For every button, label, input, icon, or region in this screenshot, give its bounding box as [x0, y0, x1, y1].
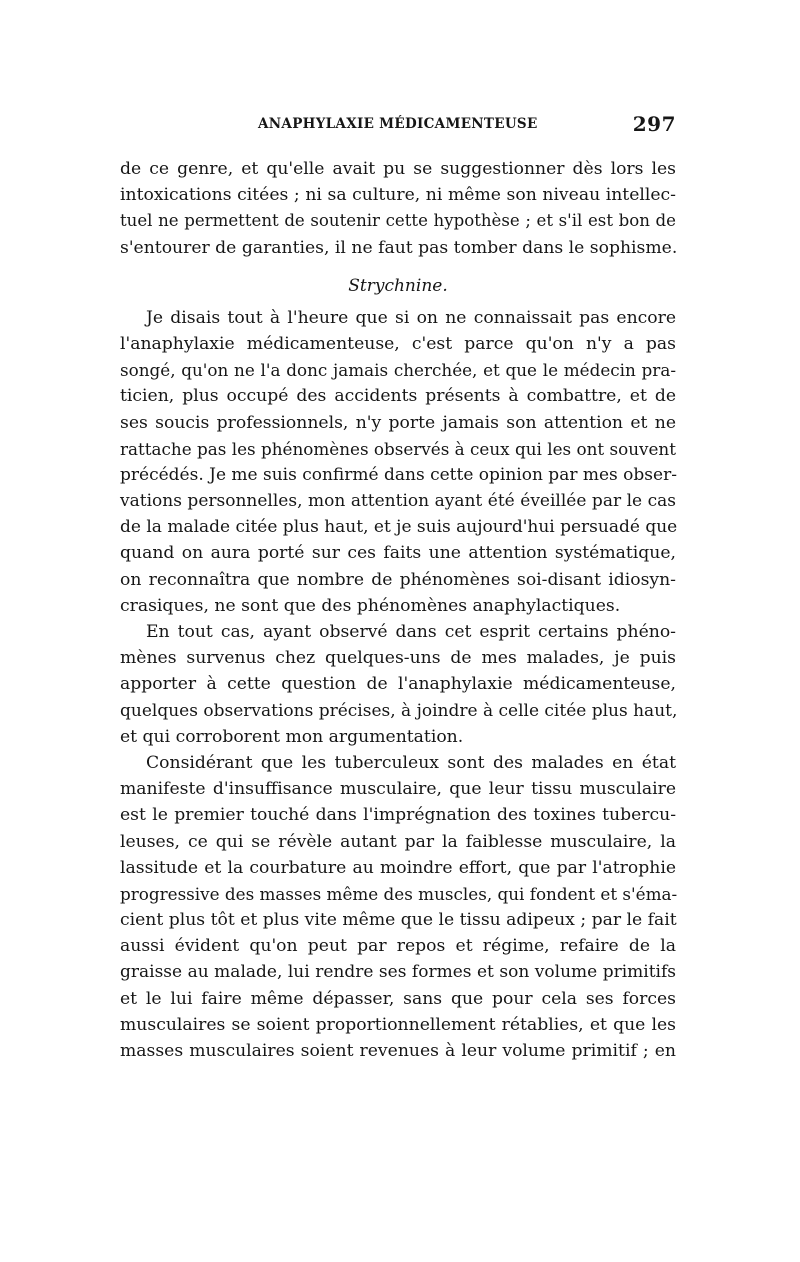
- text-line: manifeste d'insuffisance musculaire, que leur tissu musculaire: [120, 779, 676, 800]
- text-line: Je disais tout à l'heure que si on ne connaissait pas encore: [146, 307, 676, 328]
- text-line: vations personnelles, mon attention ayant été éveillée par le cas: [120, 491, 676, 512]
- text-line: masses musculaires soient revenues à leur volume primitif ; en: [120, 1041, 676, 1061]
- text-line: précédés. Je me suis confirmé dans cette opinion par mes obser-: [120, 464, 677, 485]
- text-line: ses soucis professionnels, n'y porte jamais son attention et ne: [120, 412, 676, 433]
- text-line: on reconnaîtra que nombre de phénomènes soi-disant idiosyn-: [120, 569, 676, 590]
- page-number: 297: [632, 112, 676, 136]
- text-line: rattache pas les phénomènes observés à ceux qui les ont souvent: [120, 438, 676, 459]
- text-line: Considérant que les tuberculeux sont des malades en état: [146, 752, 676, 773]
- text-line: mènes survenus chez quelques-uns de mes malades, je puis: [120, 648, 676, 669]
- text-line: apporter à cette question de l'anaphylaxie médicamenteuse,: [120, 674, 676, 695]
- text-line: musculaires se soient proportionnellement rétablies, et que les: [120, 1014, 676, 1035]
- text-line: crasiques, ne sont que des phénomènes anaphylactiques.: [120, 595, 621, 616]
- running-header: [120, 114, 676, 136]
- paragraph-2: [120, 305, 676, 619]
- text-line: aussi évident qu'on peut par repos et régime, refaire de la: [120, 936, 676, 957]
- text-line: leuses, ce qui se révèle autant par la faiblesse musculaire, la: [120, 831, 676, 852]
- section-heading: Strychnine.: [348, 275, 448, 296]
- text-line: est le premier touché dans l'imprégnation des toxines tubercu-: [120, 805, 676, 826]
- text-line: intoxications citées ; ni sa culture, ni même son niveau intellec-: [120, 185, 676, 206]
- text-line: de ce genre, et qu'elle avait pu se suggestionner dès lors les: [120, 159, 676, 179]
- text-line: et le lui faire même dépasser, sans que pour cela ses forces: [120, 988, 676, 1009]
- text-line: progressive des masses même des muscles, qui fondent et s'éma-: [120, 883, 678, 904]
- text-line: graisse au malade, lui rendre ses formes et son volume primitifs: [120, 962, 676, 983]
- text-line: En tout cas, ayant observé dans cet esprit certains phéno-: [146, 622, 676, 642]
- text-line: songé, qu'on ne l'a donc jamais cherchée, et que le médecin pra-: [120, 360, 676, 381]
- text-line: quand on aura porté sur ces faits une attention systématique,: [120, 543, 676, 564]
- text-line: de la malade citée plus haut, et je suis aujourd'hui persuadé que: [120, 517, 678, 538]
- paragraph-4: [120, 750, 676, 1064]
- text-line: ticien, plus occupé des accidents présents à combattre, et de: [120, 386, 676, 407]
- text-line: s'entourer de garanties, il ne faut pas tomber dans le sophisme.: [120, 237, 678, 258]
- text-line: cient plus tôt et plus vite même que le tissu adipeux ; par le fait: [120, 910, 677, 931]
- paragraph-3: [120, 619, 676, 750]
- paragraph-1: [120, 156, 676, 261]
- text-line: l'anaphylaxie médicamenteuse, c'est parce qu'on n'y a pas: [120, 333, 676, 354]
- text-line: et qui corroborent mon argumentation.: [120, 726, 464, 747]
- running-title: ANAPHYLAXIE MÉDICAMENTEUSE: [258, 116, 538, 132]
- text-line: tuel ne permettent de soutenir cette hypothèse ; et s'il est bon de: [120, 211, 676, 231]
- text-line: quelques observations précises, à joindre à celle citée plus haut,: [120, 700, 678, 721]
- body-text: [120, 156, 676, 1064]
- text-line: lassitude et la courbature au moindre effort, que par l'atrophie: [120, 857, 676, 878]
